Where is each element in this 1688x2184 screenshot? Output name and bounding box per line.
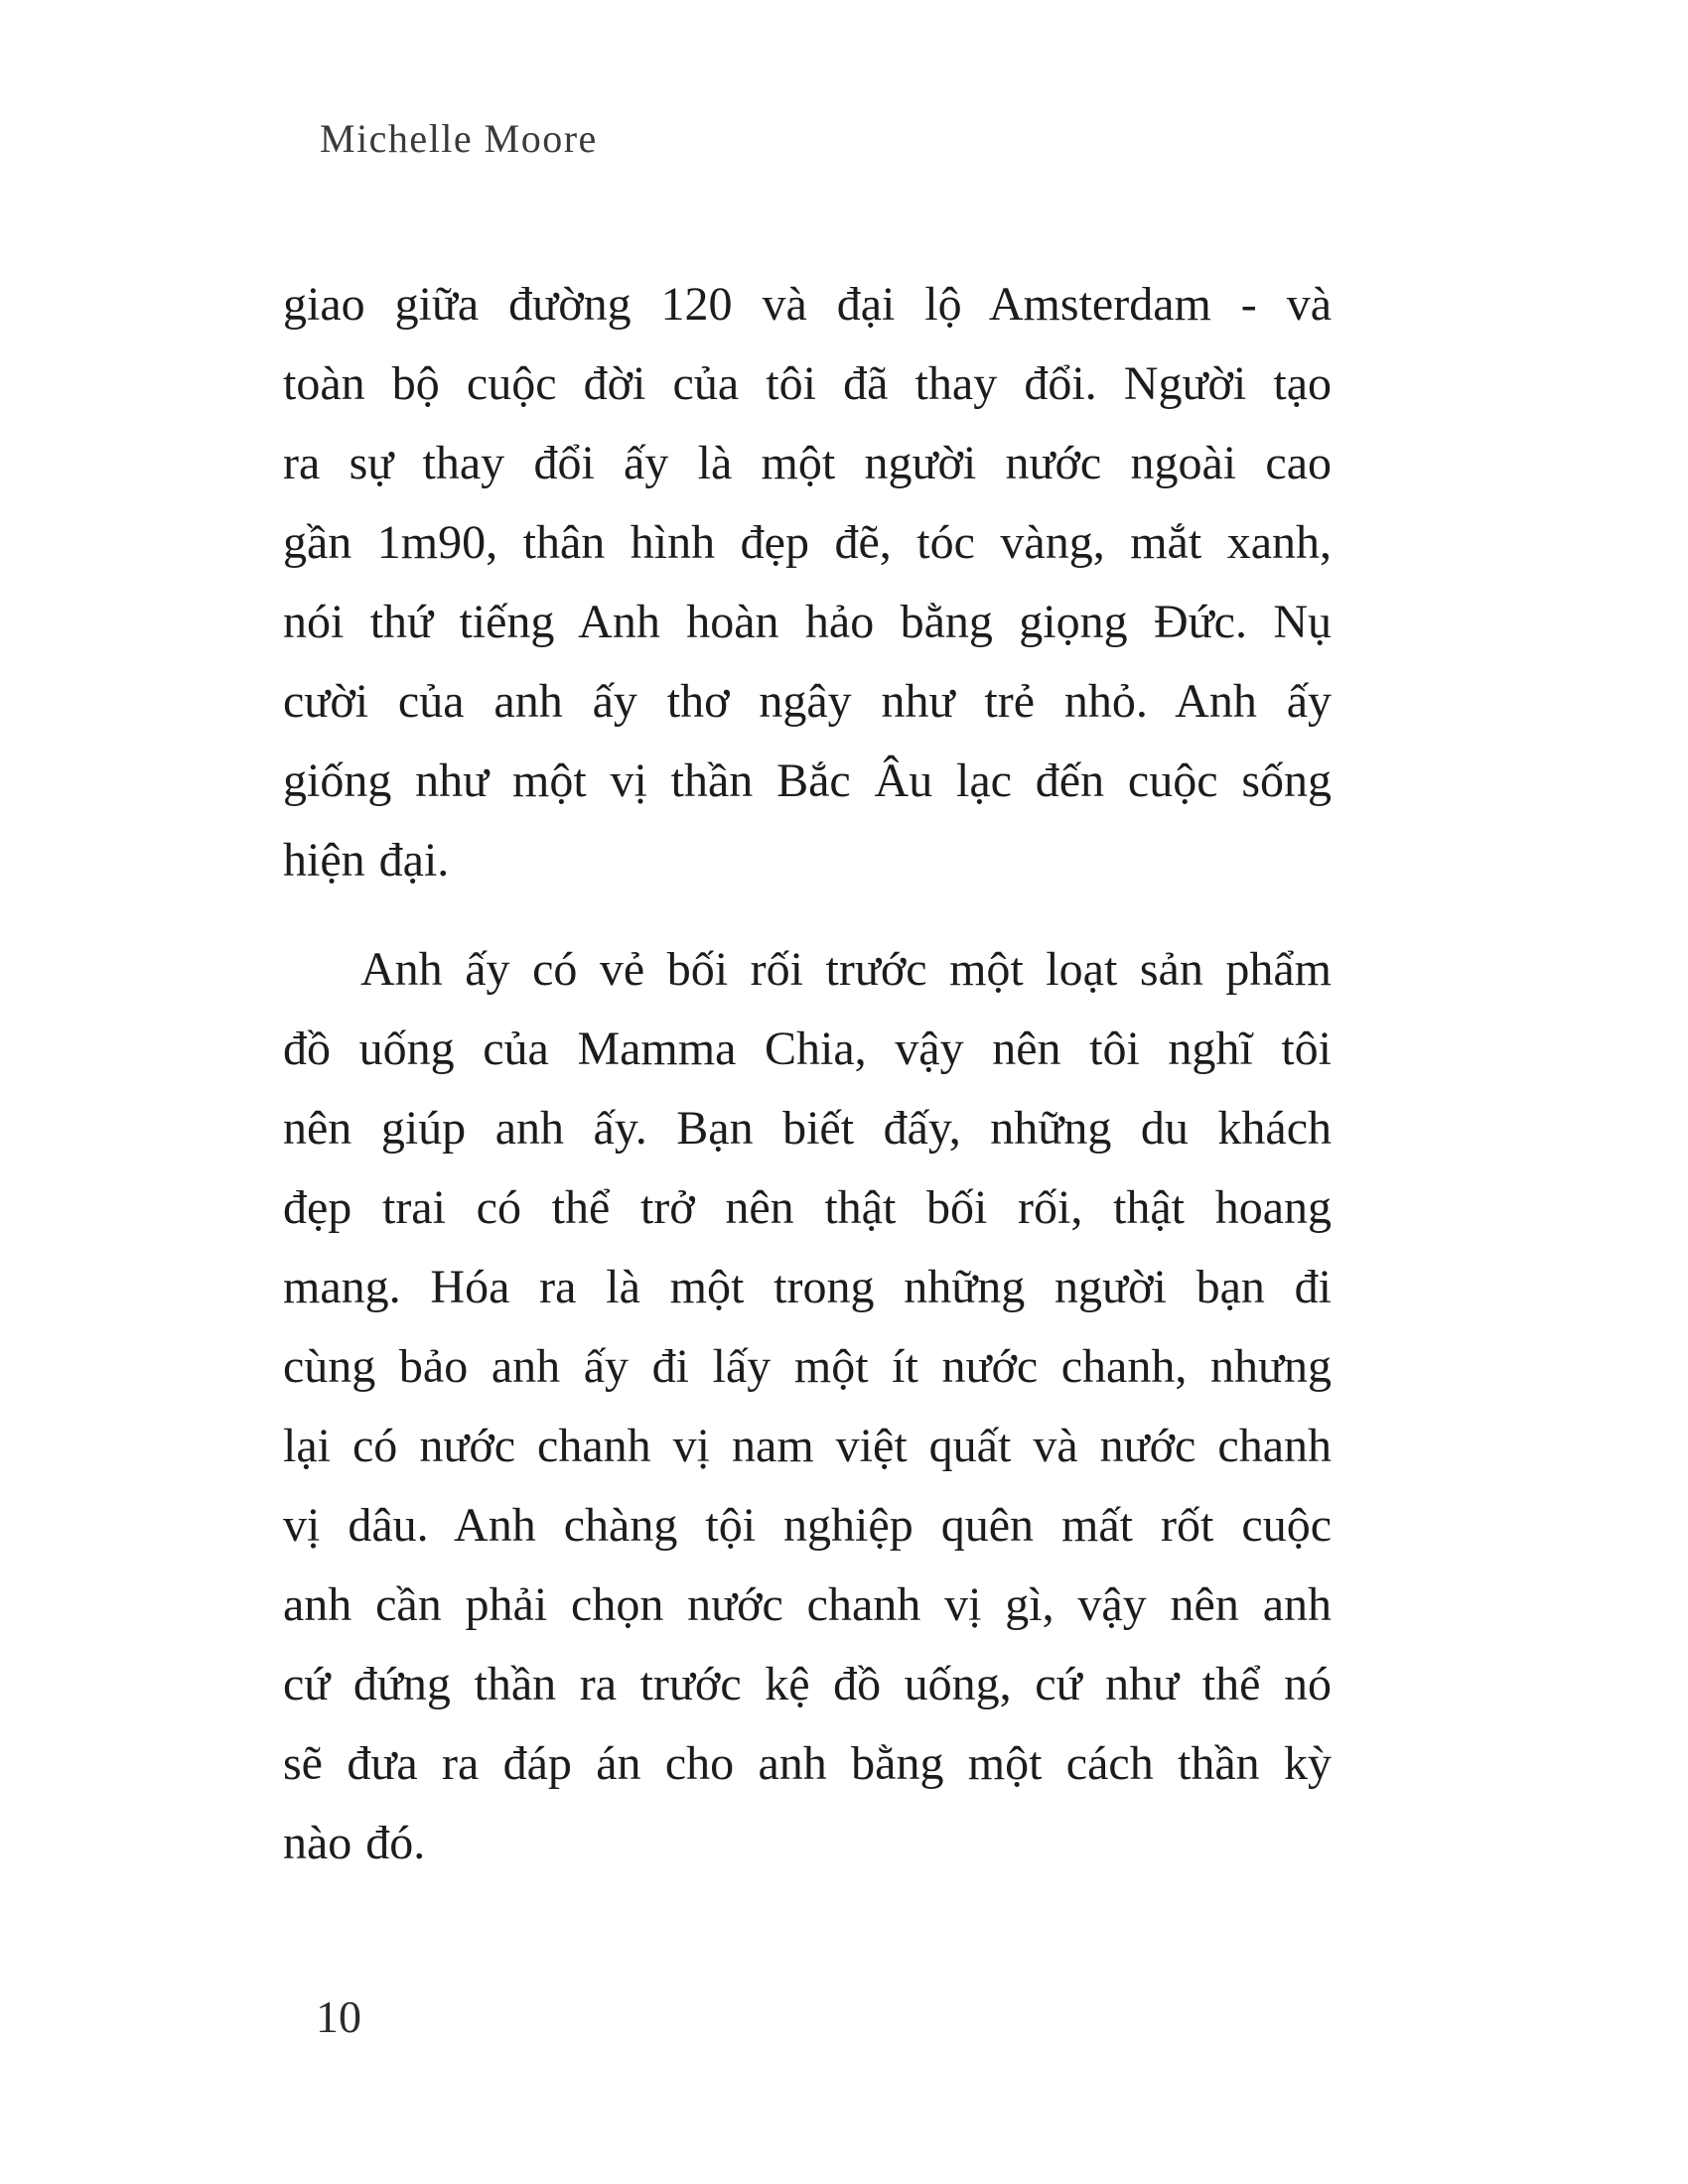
text-line: giống như một vị thần Bắc Âu lạc đến cuộc sống (283, 754, 1332, 807)
paragraph (283, 265, 1332, 900)
text-line: ra sự thay đổi ấy là một người nước ngoài cao (283, 437, 1332, 489)
text-line: đẹp trai có thể trở nên thật bối rối, thật hoang (283, 1181, 1332, 1234)
text-line: hiện đại. (283, 834, 450, 887)
text-line: nói thứ tiếng Anh hoàn hảo bằng giọng Đức. Nụ (283, 596, 1332, 648)
text-line: nên giúp anh ấy. Bạn biết đấy, những du khách (283, 1102, 1332, 1155)
text-line: nào đó. (283, 1817, 426, 1869)
text-line: đồ uống của Mamma Chia, vậy nên tôi nghĩ tôi (283, 1023, 1332, 1075)
text-line: sẽ đưa ra đáp án cho anh bằng một cách thần kỳ (283, 1737, 1332, 1790)
page-body-text (283, 265, 1332, 1883)
text-line: cứ đứng thần ra trước kệ đồ uống, cứ như thể nó (283, 1658, 1332, 1710)
text-line: lại có nước chanh vị nam việt quất và nước chanh (283, 1420, 1332, 1472)
text-line: vị dâu. Anh chàng tội nghiệp quên mất rốt cuộc (283, 1499, 1332, 1552)
text-line: mang. Hóa ra là một trong những người bạn đi (283, 1261, 1332, 1313)
text-line: giao giữa đường 120 và đại lộ Amsterdam - và (283, 278, 1332, 331)
text-line: cùng bảo anh ấy đi lấy một ít nước chanh, nhưng (283, 1340, 1332, 1393)
text-line: anh cần phải chọn nước chanh vị gì, vậy nên anh (283, 1578, 1332, 1631)
paragraph (283, 930, 1332, 1883)
text-line: toàn bộ cuộc đời của tôi đã thay đổi. Người tạo (283, 357, 1332, 410)
page-number: 10 (316, 1991, 361, 2042)
text-line: cười của anh ấy thơ ngây như trẻ nhỏ. Anh ấy (283, 675, 1332, 728)
running-header-author: Michelle Moore (320, 116, 598, 161)
text-line: gần 1m90, thân hình đẹp đẽ, tóc vàng, mắt xanh, (283, 516, 1332, 569)
text-line: Anh ấy có vẻ bối rối trước một loạt sản phẩm (360, 943, 1332, 996)
